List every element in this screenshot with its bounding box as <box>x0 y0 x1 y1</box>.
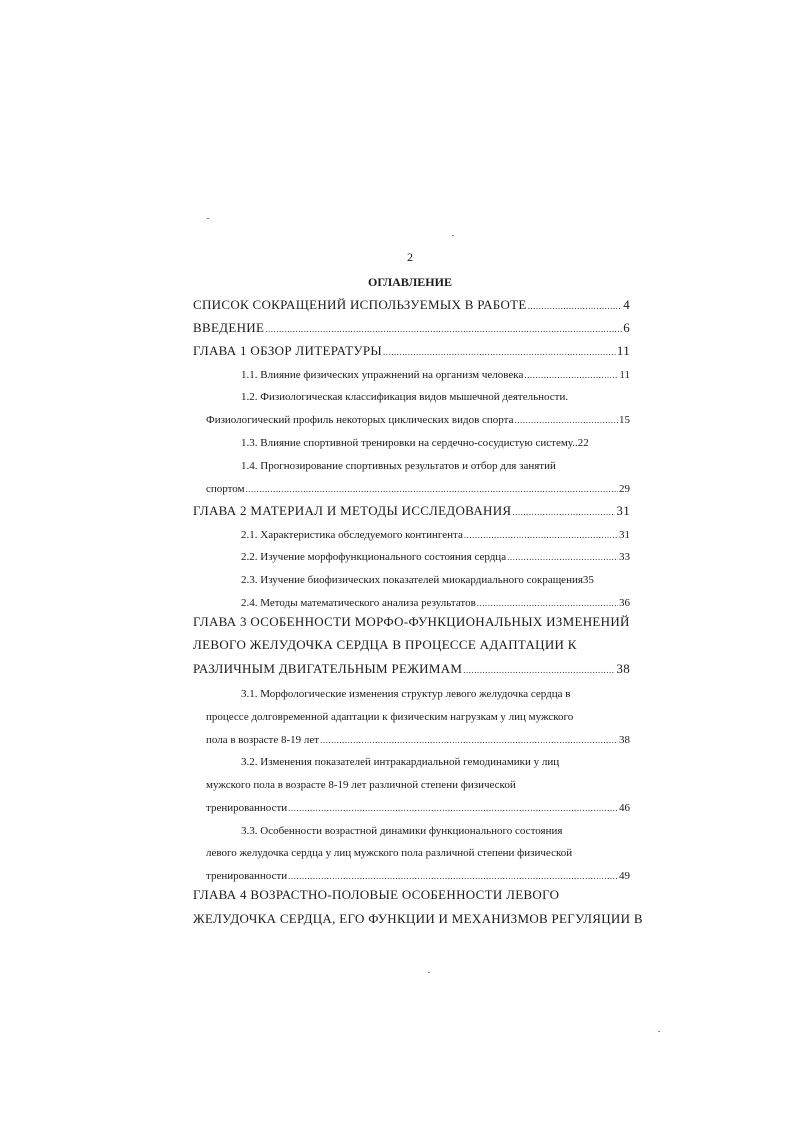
toc-entry-text: Физиологический профиль некоторых циклических видов спорта <box>206 414 514 426</box>
toc-entry-3-3[interactable] <box>206 868 630 884</box>
scan-speck <box>428 972 430 973</box>
leader-dots <box>265 321 622 337</box>
toc-title: ОГЛАВЛЕНИЕ <box>368 275 452 289</box>
toc-entry-3-2-line-1[interactable]: 3.2. Изменения показателей интракардиальной гемодинамики у лиц <box>241 756 560 768</box>
toc-entry-2-2[interactable] <box>241 549 630 565</box>
toc-entry-chapter-2[interactable] <box>193 503 630 519</box>
leader-dots <box>477 595 618 611</box>
toc-entry-text: тренированности <box>206 870 288 882</box>
leader-dots <box>463 662 615 678</box>
leader-dots <box>464 527 618 543</box>
page-number: 2 <box>407 250 413 264</box>
toc-entry-1-3[interactable] <box>241 435 630 451</box>
leader-dots <box>507 549 618 565</box>
toc-entry-page: 22 <box>577 437 589 449</box>
toc-entry-text: РАЗЛИЧНЫМ ДВИГАТЕЛЬНЫМ РЕЖИМАМ <box>193 661 463 676</box>
toc-entry-chapter-3-line-2[interactable]: ЛЕВОГО ЖЕЛУДОЧКА СЕРДЦА В ПРОЦЕССЕ АДАПТАЦИИ К <box>193 637 577 652</box>
leader-dots <box>383 344 616 360</box>
leader-dots <box>288 800 618 816</box>
leader-dots <box>288 868 618 884</box>
toc-entry-text: 2.2. Изучение морфофункционального состояния сердца <box>241 551 507 563</box>
toc-entry-page: 15 <box>619 414 630 426</box>
toc-entry-page: 11 <box>616 343 630 358</box>
toc-entry-3-3-line-2[interactable]: левого желудочка сердца у лиц мужского пола различной степени физической <box>206 847 573 859</box>
toc-entry-chapter-1[interactable] <box>193 343 630 359</box>
toc-entry-text: пола в возрасте 8-19 лет <box>206 734 320 746</box>
toc-entry-page: 31 <box>616 503 630 518</box>
scan-speck <box>452 235 454 236</box>
toc-entry-page: 33 <box>619 551 630 563</box>
toc-entry-text: ГЛАВА 2 МАТЕРИАЛ И МЕТОДЫ ИССЛЕДОВАНИЯ <box>193 503 512 518</box>
toc-entry-page: 46 <box>619 802 630 814</box>
toc-entry-page: 36 <box>619 597 630 609</box>
toc-entry-1-1[interactable] <box>241 367 630 383</box>
toc-entry-2-3[interactable] <box>241 572 630 588</box>
leader-dots <box>514 412 618 428</box>
toc-entry-1-2[interactable] <box>206 412 630 428</box>
toc-entry-page: 38 <box>616 661 630 676</box>
toc-entry-chapter-4-line-1[interactable]: ГЛАВА 4 ВОЗРАСТНО-ПОЛОВЫЕ ОСОБЕННОСТИ ЛЕВОГО <box>193 887 560 902</box>
toc-entry-page: 38 <box>619 734 630 746</box>
toc-entry-text: 1.3. Влияние спортивной тренировки на сердечно-сосудистую систему.. <box>241 437 578 449</box>
toc-entry-page: 29 <box>619 483 630 495</box>
toc-entry-2-4[interactable] <box>241 595 630 611</box>
toc-entry-page: 4 <box>623 297 630 312</box>
toc-entry-page: 6 <box>623 320 630 335</box>
toc-entry-page: 49 <box>619 870 630 882</box>
toc-entry-3-1-line-1[interactable]: 3.1. Морфологические изменения структур левого желудочка сердца в <box>241 688 571 700</box>
toc-entry-3-1[interactable] <box>206 732 630 748</box>
leader-dots <box>320 732 618 748</box>
toc-entry-text: 2.4. Методы математического анализа результатов <box>241 597 476 609</box>
toc-entry-text: 2.3. Изучение биофизических показателей миокардиального сокращения <box>241 574 583 586</box>
toc-entry-abbreviations[interactable] <box>193 297 630 313</box>
toc-entry-text: ГЛАВА 1 ОБЗОР ЛИТЕРАТУРЫ <box>193 343 383 358</box>
scan-speck <box>207 218 209 219</box>
toc-entry-3-2[interactable] <box>206 800 630 816</box>
toc-entry-1-2-line-1[interactable]: 1.2. Физиологическая классификация видов мышечной деятельности. <box>241 391 569 403</box>
toc-entry-text: 1.1. Влияние физических упражнений на организм человека <box>241 369 524 381</box>
toc-entry-3-3-line-1[interactable]: 3.3. Особенности возрастной динамики функционального состояния <box>241 825 563 837</box>
leader-dots <box>246 481 618 497</box>
toc-entry-page: 11 <box>619 369 630 381</box>
toc-entry-1-4-line-1[interactable]: 1.4. Прогнозирование спортивных результатов и отбор для занятий <box>241 460 556 472</box>
leader-dots <box>512 504 615 520</box>
leader-dots <box>524 367 618 383</box>
scan-speck <box>658 1031 660 1032</box>
leader-dots <box>528 298 623 314</box>
toc-entry-page: 31 <box>619 529 630 541</box>
toc-entry-text: ВВЕДЕНИЕ <box>193 320 265 335</box>
toc-entry-text: СПИСОК СОКРАЩЕНИЙ ИСПОЛЬЗУЕМЫХ В РАБОТЕ <box>193 297 527 312</box>
toc-entry-page: 35 <box>582 574 594 586</box>
toc-entry-text: 2.1. Характеристика обследуемого контингента <box>241 529 463 541</box>
toc-entry-text: спортом <box>206 483 245 495</box>
toc-entry-3-2-line-2[interactable]: мужского пола в возрасте 8-19 лет различной степени физической <box>206 779 516 791</box>
toc-entry-text: тренированности <box>206 802 288 814</box>
toc-entry-chapter-3[interactable] <box>193 661 630 677</box>
toc-entry-introduction[interactable] <box>193 320 630 336</box>
toc-entry-1-4[interactable] <box>206 481 630 497</box>
toc-entry-2-1[interactable] <box>241 527 630 543</box>
toc-entry-chapter-4-line-2[interactable]: ЖЕЛУДОЧКА СЕРДЦА, ЕГО ФУНКЦИИ И МЕХАНИЗМОВ РЕГУЛЯЦИИ В <box>193 911 643 926</box>
toc-entry-3-1-line-2[interactable]: процессе долговременной адаптации к физическим нагрузкам у лиц мужского <box>206 711 574 723</box>
toc-entry-chapter-3-line-1[interactable]: ГЛАВА 3 ОСОБЕННОСТИ МОРФО-ФУНКЦИОНАЛЬНЫХ ИЗМЕНЕНИЙ <box>193 614 630 629</box>
